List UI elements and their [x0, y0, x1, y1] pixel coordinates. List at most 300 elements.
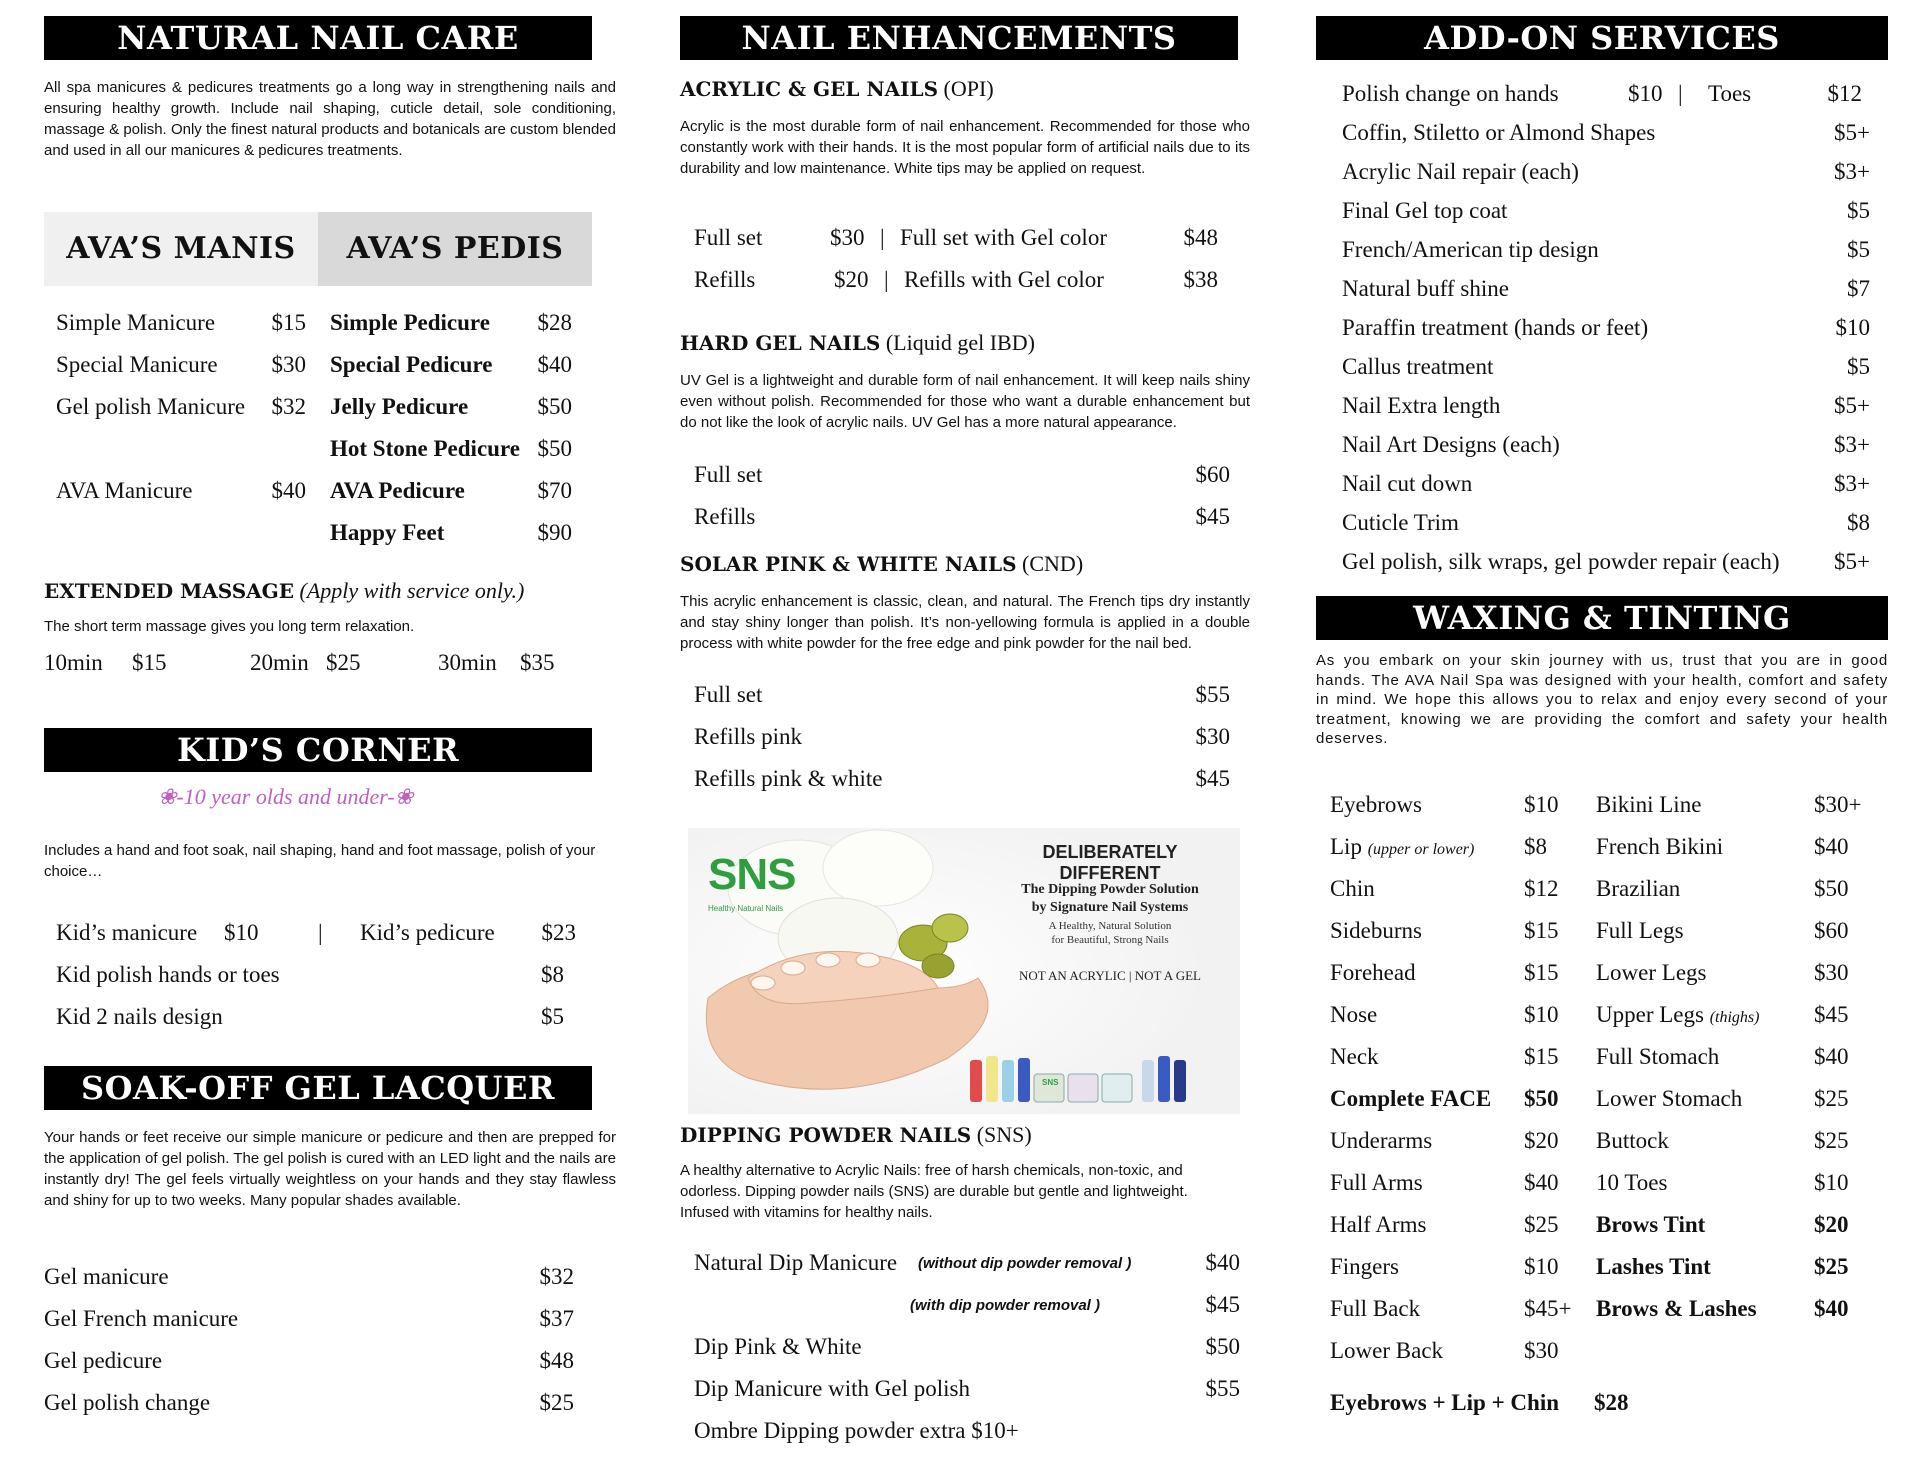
- wax-item: [1596, 1294, 1886, 1324]
- gel-lacquer-description: Your hands or feet receive our simple manicure or pedicure and then are prepped for the application of gel polish. The gel polish is cured with an LED light and the nails are instantly dry! The gel feels virtually weightless on your hands and they stay flawless and shiny for up to two weeks. Many popular shades available.: [44, 1129, 616, 1209]
- solar-brand: (CND): [1022, 551, 1084, 576]
- dipping-brand: (SNS): [976, 1122, 1032, 1147]
- gel-item: [44, 1346, 574, 1376]
- wax-item-label: Half Arms: [1330, 1212, 1427, 1237]
- kids-divider: |: [318, 920, 323, 945]
- dip-removal-note: (with dip powder removal ): [910, 1297, 1101, 1314]
- wax-item: [1330, 832, 1580, 862]
- solar-item-price: $30: [1195, 724, 1230, 749]
- pedi-name: Simple Pedicure: [330, 310, 490, 335]
- wax-item-price: $15: [1524, 918, 1559, 943]
- promo-line3: A Healthy, Natural Solution: [1048, 920, 1172, 932]
- wax-item-name: [1330, 1084, 1491, 1114]
- wax-item-label: Nose: [1330, 1002, 1378, 1027]
- solar-title: [680, 551, 1083, 577]
- addon-item-price: $3+: [1834, 159, 1870, 184]
- addon-item: [1342, 508, 1870, 538]
- mani-price: $40: [271, 478, 306, 503]
- wax-item-label: Eyebrows: [1330, 792, 1422, 817]
- wax-item-name: [1596, 1168, 1667, 1198]
- hard-gel-item: [694, 460, 1230, 490]
- addon-toes-name: Toes: [1708, 81, 1752, 106]
- addon-item-name: Paraffin treatment (hands or feet): [1342, 315, 1649, 340]
- massage-time: 10min: [44, 650, 103, 675]
- wax-item-name: [1330, 1336, 1443, 1366]
- hard-gel-title: [680, 330, 1035, 356]
- wax-item-name: [1596, 1084, 1742, 1114]
- dip-natural-note: (without dip powder removal ): [918, 1255, 1132, 1272]
- massage-price: $15: [132, 650, 167, 675]
- mani-item: [56, 392, 306, 422]
- wax-item-label: Bikini Line: [1596, 792, 1702, 817]
- sns-logo-subtitle: Healthy Natural Nails: [708, 904, 784, 913]
- massage-price: $35: [520, 650, 555, 675]
- addon-item: [1342, 235, 1870, 265]
- pedi-price: $50: [537, 436, 572, 461]
- wax-item-name: [1596, 832, 1723, 862]
- wax-item-name: [1330, 1168, 1423, 1198]
- acrylic-title: [680, 76, 994, 102]
- wax-item-label: Underarms: [1330, 1128, 1433, 1153]
- addon-item-price: $5+: [1834, 393, 1870, 418]
- addon-item-name: Coffin, Stiletto or Almond Shapes: [1342, 120, 1656, 145]
- wax-item-price: $15: [1524, 1044, 1559, 1069]
- promo-tagline: NOT AN ACRYLIC | NOT A GEL: [1019, 968, 1201, 983]
- wax-item-price: $40: [1524, 1170, 1559, 1195]
- wax-item-label: Buttock: [1596, 1128, 1669, 1153]
- wax-item: [1330, 1168, 1580, 1198]
- wax-item-label: Lip: [1330, 834, 1362, 859]
- promo-line2: by Signature Nail Systems: [1031, 900, 1189, 915]
- sns-promo-image: [688, 828, 1240, 1114]
- acrylic-item-price: $30: [830, 225, 865, 250]
- acrylic-row: Full set $30 | Full set with Gel color $48: [694, 223, 1218, 253]
- dip-removal-price: $45: [1205, 1292, 1240, 1317]
- wax-item-price: $40: [1814, 1296, 1849, 1321]
- addon-item-name: Gel polish, silk wraps, gel powder repair (each): [1342, 549, 1780, 574]
- wax-item-label: Complete FACE: [1330, 1086, 1492, 1111]
- addon-item: [1342, 352, 1870, 382]
- addon-item-price: $3+: [1834, 471, 1870, 496]
- wax-item-label: Brows & Lashes: [1596, 1296, 1757, 1321]
- addon-item: [1342, 157, 1870, 187]
- wax-item: [1330, 1042, 1580, 1072]
- kids-item-name: Kid polish hands or toes: [56, 962, 280, 987]
- wax-item: [1596, 916, 1886, 946]
- acrylic-brand: (OPI): [943, 76, 994, 101]
- promo-jar-label: SNS: [1042, 1078, 1059, 1087]
- wax-combo-name: Eyebrows + Lip + Chin: [1330, 1390, 1560, 1415]
- addon-item-price: $5: [1847, 198, 1870, 223]
- pedi-price: $50: [537, 394, 572, 419]
- acrylic-item-price: $20: [834, 267, 869, 292]
- wax-combo-price: $28: [1594, 1390, 1629, 1415]
- massage-option: [44, 648, 194, 678]
- solar-item-name: Refills pink & white: [694, 766, 883, 791]
- gel-item-name: Gel pedicure: [44, 1348, 163, 1373]
- wax-item-label: Sideburns: [1330, 918, 1422, 943]
- mani-item: [56, 308, 306, 338]
- wax-item-name: [1330, 790, 1422, 820]
- wax-item-name: [1330, 958, 1416, 988]
- dip-natural-removal-row: [694, 1290, 1240, 1320]
- addon-item-name: Natural buff shine: [1342, 276, 1509, 301]
- kids-item: [56, 1002, 564, 1032]
- wax-item-label: Lower Stomach: [1596, 1086, 1743, 1111]
- gel-item-price: $32: [539, 1264, 574, 1289]
- acrylic-item-name: Refills with Gel color: [904, 267, 1104, 292]
- addon-item-name: French/American tip design: [1342, 237, 1599, 262]
- kids-pedicure-name: Kid’s pedicure: [360, 920, 495, 945]
- solar-item-price: $55: [1195, 682, 1230, 707]
- dipping-title: [680, 1122, 1032, 1148]
- addon-item-name: Cuticle Trim: [1342, 510, 1459, 535]
- solar-item-name: Full set: [694, 682, 763, 707]
- wax-item-price: $30: [1814, 960, 1849, 985]
- wax-item-price: $60: [1814, 918, 1849, 943]
- addon-item-name: Callus treatment: [1342, 354, 1494, 379]
- mani-name: Simple Manicure: [56, 310, 216, 335]
- mani-name: Special Manicure: [56, 352, 218, 377]
- wax-item-price: $8: [1524, 834, 1547, 859]
- gel-lacquer-header: SOAK-OFF GEL LACQUER: [44, 1066, 592, 1110]
- massage-time: 20min: [250, 650, 309, 675]
- kids-item-price: $5: [541, 1004, 564, 1029]
- wax-item-label: Full Legs: [1596, 918, 1684, 943]
- solar-item: [694, 680, 1230, 710]
- wax-item-name: [1330, 1042, 1379, 1072]
- massage-time: 30min: [438, 650, 497, 675]
- gel-item-price: $25: [539, 1390, 574, 1415]
- tab-avas-manis: AVA’S MANIS: [44, 212, 318, 286]
- addon-polish-row: [1342, 79, 1862, 109]
- pedi-name: Happy Feet: [330, 520, 445, 545]
- wax-item-price: $45: [1814, 1002, 1849, 1027]
- wax-item: [1596, 832, 1886, 862]
- addon-item: [1342, 118, 1870, 148]
- promo-line1: The Dipping Powder Solution: [1021, 882, 1199, 897]
- wax-item-price: $30: [1524, 1338, 1559, 1363]
- wax-item-price: $50: [1524, 1086, 1559, 1111]
- wax-item-label: Full Arms: [1330, 1170, 1423, 1195]
- wax-item-label: French Bikini: [1596, 834, 1724, 859]
- hard-gel-label: HARD GEL NAILS: [680, 331, 881, 355]
- kids-item-name: Kid 2 nails design: [56, 1004, 223, 1029]
- wax-item-price: $10: [1524, 1254, 1559, 1279]
- wax-item: [1330, 1000, 1580, 1030]
- wax-item-price: $50: [1814, 876, 1849, 901]
- pedi-item: [330, 434, 572, 464]
- gel-item-price: $48: [539, 1348, 574, 1373]
- wax-item-name: [1330, 916, 1422, 946]
- massage-price: $25: [326, 650, 361, 675]
- wax-item-price: $25: [1814, 1128, 1849, 1153]
- wax-item-name: [1330, 1126, 1432, 1156]
- wax-item: [1330, 874, 1580, 904]
- wax-item: [1596, 1000, 1886, 1030]
- wax-item-name: [1596, 874, 1680, 904]
- addon-item: [1342, 547, 1870, 577]
- wax-item-label: Brows Tint: [1596, 1212, 1706, 1237]
- wax-item: [1596, 958, 1886, 988]
- dip-ombre-text: Ombre Dipping powder extra $10+: [694, 1418, 1019, 1443]
- addon-item: [1342, 274, 1870, 304]
- wax-item-price: $10: [1814, 1170, 1849, 1195]
- wax-item-price: $20: [1814, 1212, 1849, 1237]
- dip-natural-name: Natural Dip Manicure: [694, 1250, 898, 1275]
- wax-item-name: [1330, 874, 1375, 904]
- gel-item: [44, 1262, 574, 1292]
- mani-item: [56, 476, 306, 506]
- acrylic-label: ACRYLIC & GEL NAILS: [680, 77, 939, 101]
- wax-item-label: Upper Legs: [1596, 1002, 1704, 1027]
- extended-massage-note: (Apply with service only.): [299, 578, 525, 603]
- pedi-item: [330, 476, 572, 506]
- gel-item: [44, 1388, 574, 1418]
- mani-name: AVA Manicure: [56, 478, 193, 503]
- pedi-price: $40: [537, 352, 572, 377]
- pedi-price: $28: [537, 310, 572, 335]
- addon-item: [1342, 313, 1870, 343]
- wax-item-price: $45+: [1524, 1296, 1572, 1321]
- hard-gel-description: UV Gel is a lightweight and durable form of nail enhancement. It will keep nails shiny even without polish. Recommended for those who want a durable enhancement but do not like the look of acrylic nails. UV Gel has a more natural appearance.: [680, 372, 1250, 431]
- hard-gel-item-price: $60: [1195, 462, 1230, 487]
- wax-item-label: Lower Back: [1330, 1338, 1444, 1363]
- wax-item-name: [1330, 832, 1474, 865]
- wax-item-price: $10: [1524, 792, 1559, 817]
- wax-item: [1330, 958, 1580, 988]
- wax-item: [1330, 1294, 1580, 1324]
- wax-item-price: $25: [1814, 1086, 1849, 1111]
- hard-gel-item: [694, 502, 1230, 532]
- wax-item: [1330, 1210, 1580, 1240]
- extended-massage-description: The short term massage gives you long term relaxation.: [44, 618, 415, 635]
- wax-item: [1330, 1252, 1580, 1282]
- solar-label: SOLAR PINK & WHITE NAILS: [680, 552, 1017, 576]
- wax-item: [1596, 874, 1886, 904]
- addon-item-name: Nail Art Designs (each): [1342, 432, 1560, 457]
- wax-item: [1596, 1168, 1886, 1198]
- solar-item: [694, 764, 1230, 794]
- pedi-price: $90: [537, 520, 572, 545]
- wax-item-label: Chin: [1330, 876, 1375, 901]
- addon-item-price: $5+: [1834, 120, 1870, 145]
- natural-nail-care-description: All spa manicures & pedicures treatments go a long way in strengthening nails and ensuring healthy growth. Include nail shaping, cuticle detail, sole conditioning, massage & polish. Only the finest natural products and botanicals are custom blended and used in all our manicures & pedicures treatments.: [44, 79, 616, 159]
- wax-item-name: [1330, 1294, 1420, 1324]
- dip-item-price: $55: [1205, 1376, 1240, 1401]
- acrylic-item-price: $48: [1183, 225, 1218, 250]
- kids-manicure-price: $10: [224, 920, 259, 945]
- solar-item: [694, 722, 1230, 752]
- hard-gel-item-name: Refills: [694, 504, 756, 529]
- wax-item-name: [1330, 1210, 1426, 1240]
- wax-item-label: Brazilian: [1596, 876, 1681, 901]
- wax-item-note: (thighs): [1709, 1009, 1760, 1026]
- wax-item-price: $25: [1814, 1254, 1849, 1279]
- dip-natural-row: [694, 1248, 1240, 1278]
- kids-age-subtitle: ❀-10 year olds and under-❀: [158, 784, 414, 809]
- wax-item-price: $25: [1524, 1212, 1559, 1237]
- dip-item-name: Dip Manicure with Gel polish: [694, 1376, 970, 1401]
- wax-item-name: [1596, 1000, 1759, 1033]
- kids-manicure-name: Kid’s manicure: [56, 920, 198, 945]
- natural-nail-care-header: NATURAL NAIL CARE: [44, 16, 592, 60]
- kids-item: [56, 960, 564, 990]
- wax-item-price: $15: [1524, 960, 1559, 985]
- wax-item-note: (upper or lower): [1367, 841, 1475, 858]
- hard-gel-item-price: $45: [1195, 504, 1230, 529]
- solar-item-name: Refills pink: [694, 724, 802, 749]
- dip-ombre: [694, 1416, 1240, 1446]
- gel-item-name: Gel polish change: [44, 1390, 211, 1415]
- massage-option: [438, 648, 588, 678]
- wax-item-label: Forehead: [1330, 960, 1416, 985]
- wax-item: [1596, 1126, 1886, 1156]
- wax-item-name: [1330, 1000, 1377, 1030]
- wax-item: [1330, 1126, 1580, 1156]
- hard-gel-item-name: Full set: [694, 462, 763, 487]
- gel-item-name: Gel manicure: [44, 1264, 169, 1289]
- wax-item-name: [1330, 1252, 1399, 1282]
- addon-item: [1342, 469, 1870, 499]
- wax-item: [1596, 1210, 1886, 1240]
- wax-item-name: [1596, 790, 1701, 820]
- wax-item-name: [1596, 1126, 1669, 1156]
- wax-item-name: [1596, 916, 1684, 946]
- addon-item: [1342, 196, 1870, 226]
- wax-item-name: [1596, 1042, 1719, 1072]
- tab-avas-pedis: AVA’S PEDIS: [318, 212, 592, 286]
- pedi-item: [330, 518, 572, 548]
- wax-item-name: [1596, 958, 1707, 988]
- add-on-services-header: ADD-ON SERVICES: [1316, 16, 1888, 60]
- addon-item-name: Acrylic Nail repair (each): [1342, 159, 1579, 184]
- addon-item-name: Nail Extra length: [1342, 393, 1501, 418]
- wax-item: [1330, 916, 1580, 946]
- extended-massage-label: EXTENDED MASSAGE: [44, 579, 295, 603]
- gel-item-name: Gel French manicure: [44, 1306, 239, 1331]
- addon-item-price: $3+: [1834, 432, 1870, 457]
- kids-mani-pedi-row: [56, 918, 576, 948]
- pedi-item: [330, 392, 572, 422]
- addon-polish-name: Polish change on hands: [1342, 81, 1559, 106]
- wax-item-label: Lower Legs: [1596, 960, 1707, 985]
- wax-item: [1596, 1042, 1886, 1072]
- wax-item-label: 10 Toes: [1596, 1170, 1668, 1195]
- addon-divider: |: [1678, 81, 1683, 106]
- pedi-name: Jelly Pedicure: [330, 394, 469, 419]
- addon-item-price: $5: [1847, 354, 1870, 379]
- dip-item-name: Dip Pink & White: [694, 1334, 862, 1359]
- acrylic-item-name: Refills: [694, 267, 756, 292]
- pedi-name: AVA Pedicure: [330, 478, 465, 503]
- acrylic-item-price: $38: [1183, 267, 1218, 292]
- addon-item-name: Nail cut down: [1342, 471, 1473, 496]
- wax-item: [1330, 1084, 1580, 1114]
- pedi-item: [330, 350, 572, 380]
- wax-item: [1596, 790, 1886, 820]
- addon-polish-price: $10: [1628, 81, 1663, 106]
- sns-logo: SNS: [708, 850, 796, 899]
- wax-item-label: Lashes Tint: [1596, 1254, 1711, 1279]
- dipping-description: A healthy alternative to Acrylic Nails: free of harsh chemicals, non-toxic, and odorless. Dipping powder nails (SNS) are durable but gentle and lightweight. Infused with vitamins for healthy nails.: [680, 1162, 1188, 1221]
- mani-name: Gel polish Manicure: [56, 394, 246, 419]
- solar-description: This acrylic enhancement is classic, clean, and natural. The French tips dry instantly and stay shiny longer than polish. It’s non-yellowing formula is applied in a double process with white powder for the free edge and pink powder for the nail bed.: [680, 593, 1250, 652]
- acrylic-row: Refills $20 | Refills with Gel color $38: [694, 265, 1218, 295]
- acrylic-item-name: Full set with Gel color: [900, 225, 1107, 250]
- hard-gel-brand: (Liquid gel IBD): [885, 330, 1035, 355]
- gel-item: [44, 1304, 574, 1334]
- addon-item-price: $10: [1835, 315, 1870, 340]
- mani-price: $32: [271, 394, 306, 419]
- addon-toes-price: $12: [1827, 81, 1862, 106]
- kids-pedicure-price: $23: [541, 920, 576, 945]
- wax-item-label: Neck: [1330, 1044, 1379, 1069]
- waxing-description: As you embark on your skin journey with us, trust that you are in good hands. The AVA Nail Spa was designed with your health, comfort and safety in mind. We hope this allows you to relax and enjoy every second of your treatment, knowing we are providing the comfort and safety your health deserves.: [1316, 652, 1888, 747]
- wax-item-name: [1596, 1294, 1757, 1324]
- mani-item: [56, 350, 306, 380]
- wax-item: [1596, 1084, 1886, 1114]
- wax-item: [1596, 1252, 1886, 1282]
- wax-item-price: $12: [1524, 876, 1559, 901]
- nail-enhancements-header: NAIL ENHANCEMENTS: [680, 16, 1238, 60]
- dip-item-price: $50: [1205, 1334, 1240, 1359]
- promo-line4: for Beautiful, Strong Nails: [1051, 934, 1169, 946]
- dip-natural-price: $40: [1205, 1250, 1240, 1275]
- wax-item-label: Full Stomach: [1596, 1044, 1720, 1069]
- promo-headline: DELIBERATELY DIFFERENT: [1042, 842, 1178, 883]
- addon-item-price: $8: [1847, 510, 1870, 535]
- acrylic-description: Acrylic is the most durable form of nail enhancement. Recommended for those who constantly work with their hands. It is the most popular form of artificial nails due to its durability and low maintenance. White tips may be applied on request.: [680, 118, 1250, 177]
- extended-massage-title: [44, 578, 524, 604]
- pedi-price: $70: [537, 478, 572, 503]
- dip-item: [694, 1332, 1240, 1362]
- kids-item-price: $8: [541, 962, 564, 987]
- addon-item-name: Final Gel top coat: [1342, 198, 1508, 223]
- pedi-name: Special Pedicure: [330, 352, 493, 377]
- wax-combo-row: [1330, 1388, 1630, 1418]
- pedi-name: Hot Stone Pedicure: [330, 436, 520, 461]
- addon-item-price: $5+: [1834, 549, 1870, 574]
- wax-item-price: $40: [1814, 834, 1849, 859]
- kids-corner-header: KID’S CORNER: [44, 728, 592, 772]
- massage-option: [250, 648, 400, 678]
- addon-item: [1342, 391, 1870, 421]
- waxing-tinting-header: WAXING & TINTING: [1316, 596, 1888, 640]
- wax-item-name: [1596, 1210, 1705, 1240]
- wax-item-price: $20: [1524, 1128, 1559, 1153]
- wax-item-price: $40: [1814, 1044, 1849, 1069]
- wax-item: [1330, 790, 1580, 820]
- acrylic-item-name: Full set: [694, 225, 763, 250]
- gel-item-price: $37: [539, 1306, 574, 1331]
- wax-item-name: [1596, 1252, 1711, 1282]
- mani-price: $15: [271, 310, 306, 335]
- solar-item-price: $45: [1195, 766, 1230, 791]
- wax-item-label: Full Back: [1330, 1296, 1421, 1321]
- addon-item-price: $7: [1847, 276, 1870, 301]
- dipping-label: DIPPING POWDER NAILS: [680, 1123, 972, 1147]
- addon-item-price: $5: [1847, 237, 1870, 262]
- wax-item: [1330, 1336, 1580, 1366]
- kids-description: Includes a hand and foot soak, nail shaping, hand and foot massage, polish of your choice…: [44, 842, 596, 880]
- pedi-item: [330, 308, 572, 338]
- mani-price: $30: [271, 352, 306, 377]
- wax-item-price: $10: [1524, 1002, 1559, 1027]
- wax-item-label: Fingers: [1330, 1254, 1399, 1279]
- wax-item-price: $30+: [1814, 792, 1862, 817]
- addon-item: [1342, 430, 1870, 460]
